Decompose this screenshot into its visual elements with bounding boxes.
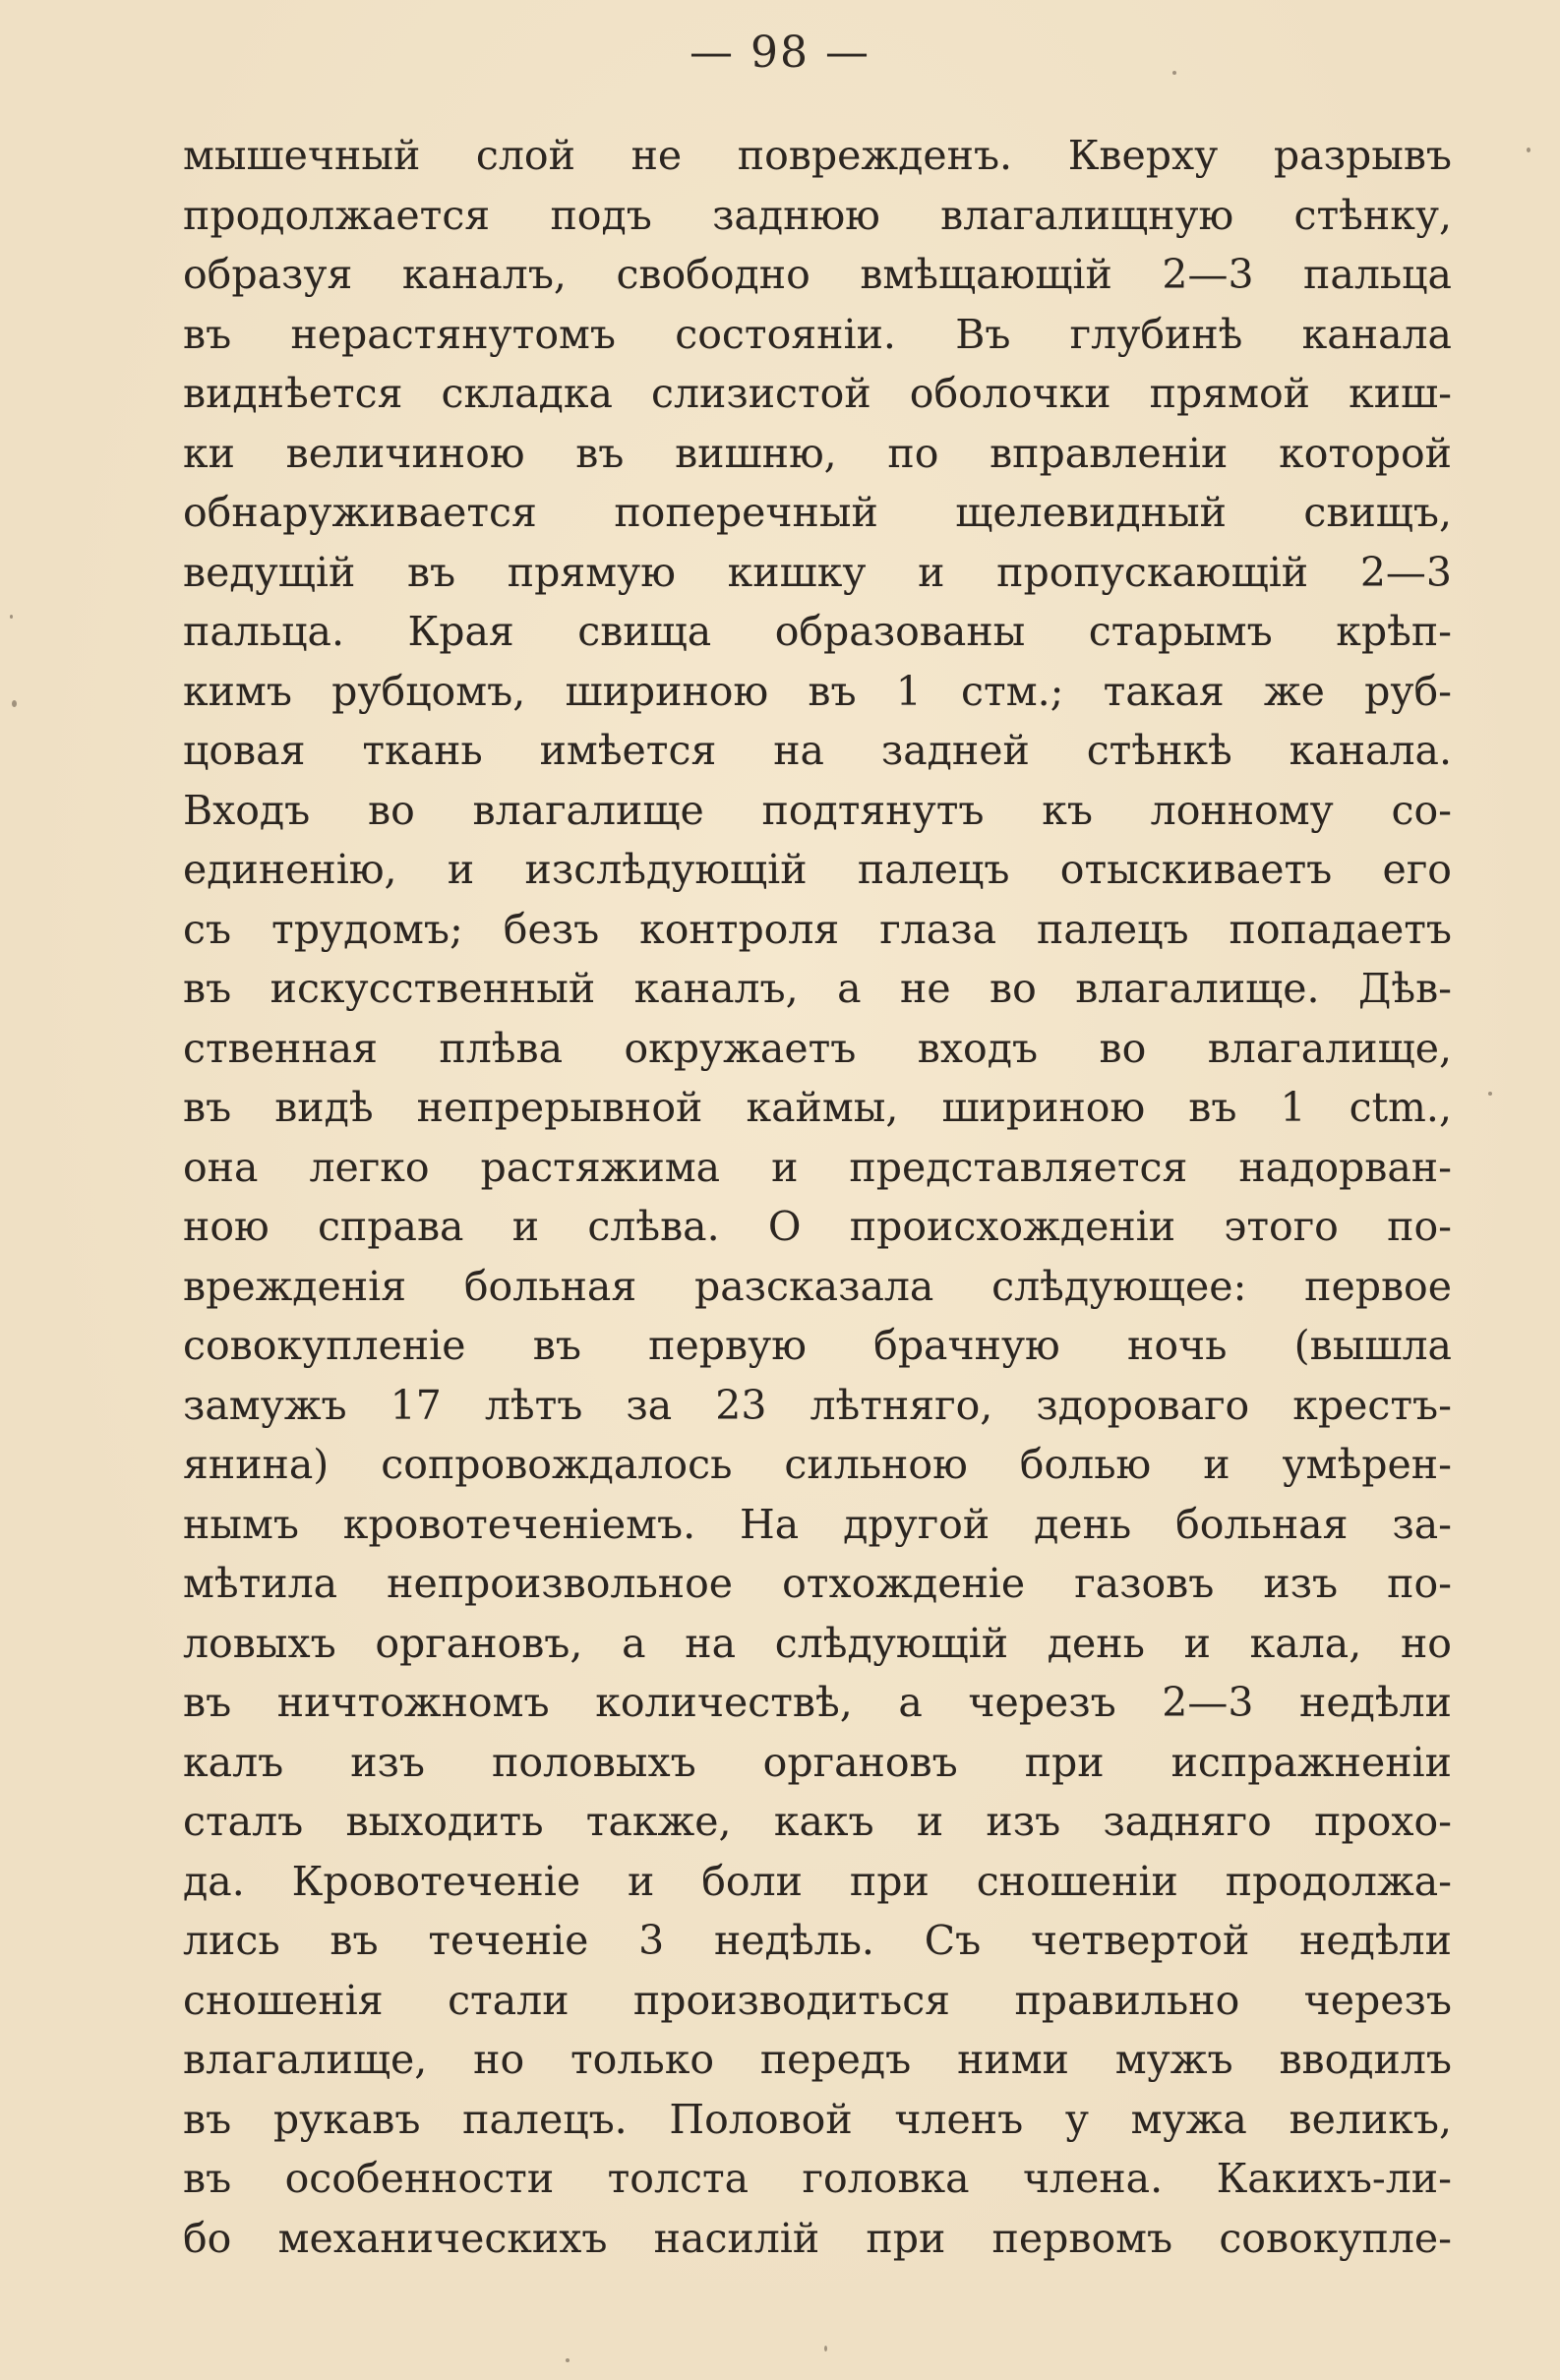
text-line: сношенія стали производиться правильно черезъ [183,1976,1452,2024]
text-line: цовая ткань имѣется на задней стѣнкѣ канала. [183,727,1452,774]
text-line: единенію, и изслѣдующій палецъ отыскиваетъ его [183,846,1452,893]
text-line: обнаруживается поперечный щелевидный свищъ, [183,489,1452,536]
text-line: совокупленіе въ первую брачную ночь (вышла [183,1322,1452,1369]
text-line: съ трудомъ; безъ контроля глаза палецъ попадаетъ [183,905,1452,953]
text-line: образуя каналъ, свободно вмѣщающій 2—3 пальца [183,251,1452,298]
text-line: ственная плѣва окружаетъ входъ во влагалище, [183,1024,1452,1072]
text-line: мышечный слой не поврежденъ. Кверху разрывъ [183,132,1452,179]
text-line: въ видѣ непрерывной каймы, шириною въ 1 ctm., [183,1084,1452,1131]
paper-speck [1172,71,1176,75]
text-line: лись въ теченіе 3 недѣль. Съ четвертой недѣли [183,1917,1452,1964]
text-line: янина) сопровождалось сильною болью и умѣрен- [183,1441,1452,1488]
text-line: мѣтила непроизвольное отхожденіе газовъ изъ по- [183,1560,1452,1607]
text-line: въ особенности толста головка члена. Какихъ-ли- [183,2155,1452,2202]
text-line: нымъ кровотеченіемъ. На другой день больная за- [183,1500,1452,1548]
body-text [183,126,1452,2268]
text-line: въ ничтожномъ количествѣ, а черезъ 2—3 недѣли [183,1679,1452,1726]
text-line: сталъ выходить также, какъ и изъ задняго прохо- [183,1798,1452,1845]
text-line: кимъ рубцомъ, шириною въ 1 стм.; такая же руб- [183,667,1452,715]
text-line: въ нерастянутомъ состояніи. Въ глубинѣ канала [183,310,1452,358]
text-line: въ искусственный каналъ, а не во влагалище. Дѣв- [183,965,1452,1012]
text-line: ведущій въ прямую кишку и пропускающій 2—3 [183,548,1452,596]
text-line: замужъ 17 лѣтъ за 23 лѣтняго, здороваго крестъ- [183,1381,1452,1429]
text-line: ки величиною въ вишню, по вправленіи которой [183,429,1452,477]
text-line: въ рукавъ палецъ. Половой членъ у мужа великъ, [183,2095,1452,2143]
text-line: она легко растяжима и представляется надорван- [183,1143,1452,1191]
paper-speck [566,2358,570,2362]
page-number: — 98 — [690,28,870,78]
paper-speck [1527,148,1530,152]
text-line: калъ изъ половыхъ органовъ при испражненіи [183,1738,1452,1786]
text-line: пальца. Края свища образованы старымъ крѣп- [183,608,1452,655]
text-line: врежденія больная разсказала слѣдующее: первое [183,1262,1452,1310]
text-line: да. Кровотеченіе и боли при сношеніи продолжа- [183,1857,1452,1905]
text-line: Входъ во влагалище подтянутъ къ лонному со- [183,786,1452,834]
text-line: ною справа и слѣва. О происхожденіи этого по- [183,1203,1452,1250]
paper-speck [1488,1092,1492,1096]
text-line: влагалище, но только передъ ними мужъ вводилъ [183,2036,1452,2083]
paper-speck [10,615,13,619]
paper-speck [824,2346,827,2351]
text-line: бо механическихъ насилій при первомъ совокупле- [183,2214,1452,2262]
paper-speck [12,700,17,707]
text-line: продолжается подъ заднюю влагалищную стѣнку, [183,191,1452,239]
text-line: виднѣется складка слизистой оболочки прямой киш- [183,370,1452,417]
text-line: ловыхъ органовъ, а на слѣдующій день и кала, но [183,1619,1452,1667]
